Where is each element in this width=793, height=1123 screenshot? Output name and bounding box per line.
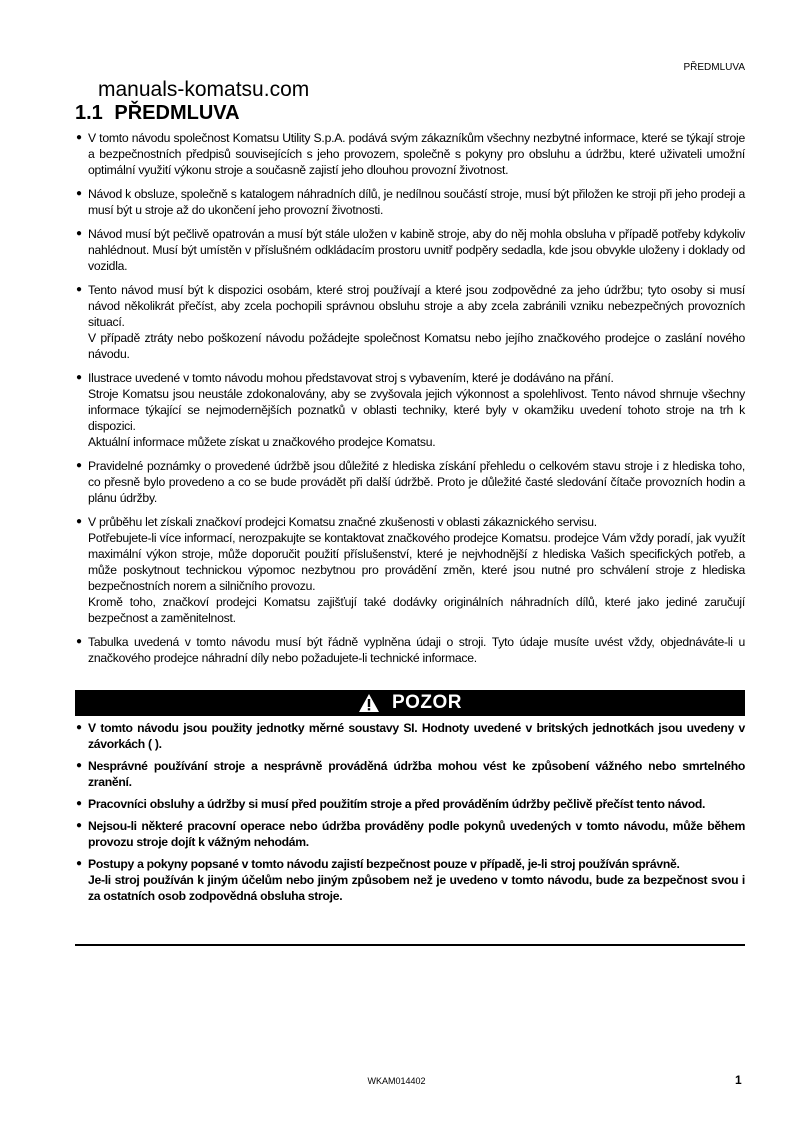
list-item — [75, 514, 745, 626]
paragraph: Návod k obsluze, společně s katalogem náhradních dílů, je nedílnou součástí stroje, musí být přiložen ke stroji při jeho prodeji a musí být u stroje až do ukončení jeho provozní životnosti. — [88, 187, 745, 217]
paragraph: Nejsou-li některé pracovní operace nebo údržba prováděny podle pokynů uvedených v tomto návodu, může během provozu stroje dojít k vážným nehodám. — [88, 819, 745, 849]
paragraph: Pracovníci obsluhy a údržby si musí před použitím stroje a před prováděním údržby pečlivě přečíst tento návod. — [88, 797, 706, 811]
paragraph: Tento návod musí být k dispozici osobám, které stroj používají a které jsou zodpovědné za jeho údržbu; tyto osoby si musí návod několikrát přečíst, aby zcela pochopili správnou obsluhu stroje a aby zcela zabránili vzniku nebezpečných provozních situací. — [88, 283, 745, 329]
bullet-icon: ● — [76, 760, 82, 771]
list-item — [75, 796, 745, 812]
paragraph: Potřebujete-li více informací, nerozpakujte se kontaktovat značkového prodejce Komatsu. prodejce Vám vždy poradí, jak využít maximální výkon stroje, může doporučit použití příslušenství, které je nejvhodnější z hlediska Vašich specifických potřeb, a může poskytnout technickou výpomoc nezbytnou pro provádění změn, které jsou nutné pro schválení stroje z hlediska bezpečnostních norem a silničního provozu. — [88, 531, 745, 593]
paragraph: V případě ztráty nebo poškození návodu požádejte společnost Komatsu nebo jejího značkového prodejce o zaslání nového návodu. — [88, 331, 745, 361]
section-number: 1.1 — [75, 102, 103, 124]
section-title — [75, 101, 240, 125]
list-item — [75, 818, 745, 850]
bullet-icon: ● — [76, 460, 82, 471]
foreword-list — [75, 130, 745, 674]
list-item — [75, 634, 745, 666]
warning-triangle-icon — [358, 693, 380, 713]
bullet-icon: ● — [76, 284, 82, 295]
paragraph: Návod musí být pečlivě opatrován a musí být stále uložen v kabině stroje, aby do něj mohla obsluha v případě potřeby kdykoliv nahlédnout. Musí být umístěn v příslušném odkládacím prostoru uvnitř podpěry sedadla, kde jsou obvykle uloženy i doklady od vozidla. — [88, 227, 745, 273]
paragraph: V průběhu let získali značkoví prodejci Komatsu značné zkušenosti v oblasti zákaznického servisu. — [88, 515, 597, 529]
paragraph: Postupy a pokyny popsané v tomto návodu zajistí bezpečnost pouze v případě, je-li stroj používán správně. — [88, 857, 680, 871]
list-item — [75, 458, 745, 506]
paragraph: V tomto návodu jsou použity jednotky měrné soustavy SI. Hodnoty uvedené v britských jednotkách jsou uvedeny v závorkách ( ). — [88, 721, 745, 751]
list-item — [75, 186, 745, 218]
paragraph: Tabulka uvedená v tomto návodu musí být řádně vyplněna údaji o stroji. Tyto údaje musíte uvést vždy, objednáváte-li u značkového prodejce náhradní díly nebo požadujete-li technické informace. — [88, 635, 745, 665]
bullet-icon: ● — [76, 820, 82, 831]
list-item — [75, 130, 745, 178]
bullet-icon: ● — [76, 372, 82, 383]
warning-banner — [75, 690, 745, 716]
list-item — [75, 758, 745, 790]
section-heading: PŘEDMLUVA — [114, 102, 240, 124]
bullet-icon: ● — [76, 188, 82, 199]
paragraph: Stroje Komatsu jsou neustále zdokonalovány, aby se zvyšovala jejich výkonnost a spolehlivost. Tento návod shrnuje všechny informace týkající se nejmodernějších poznatků v oblasti techniky, které byly v okamžiku uvedení tohoto stroje na trh k dispozici. — [88, 387, 745, 433]
bullet-icon: ● — [76, 798, 82, 809]
paragraph: Pravidelné poznámky o provedené údržbě jsou důležité z hlediska získání přehledu o celkovém stavu stroje i z hlediska toho, co přesně bylo provedeno a co se bude provádět při další údržbě. Proto je důležité časté sledování čítače provozních hodin a plánu údržby. — [88, 459, 745, 505]
running-header: PŘEDMLUVA — [683, 62, 745, 73]
document-code: WKAM014402 — [367, 1076, 426, 1086]
paragraph: Kromě toho, značkoví prodejci Komatsu zajišťují také dodávky originálních náhradních dílů, které jako jediné zaručují bezpečnost a zaměnitelnost. — [88, 595, 745, 625]
bullet-icon: ● — [76, 858, 82, 869]
list-item — [75, 856, 745, 904]
bullet-icon: ● — [76, 722, 82, 733]
paragraph: Ilustrace uvedené v tomto návodu mohou představovat stroj s vybavením, které je dodáváno na přání. — [88, 371, 614, 385]
warning-label: POZOR — [391, 692, 463, 713]
list-item — [75, 226, 745, 274]
bullet-icon: ● — [76, 132, 82, 143]
paragraph: Nesprávné používání stroje a nesprávně prováděná údržba mohou vést ke způsobení vážného nebo smrtelného zranění. — [88, 759, 745, 789]
list-item — [75, 282, 745, 362]
paragraph: Aktuální informace můžete získat u značkového prodejce Komatsu. — [88, 435, 436, 449]
divider — [75, 944, 745, 946]
warning-list — [75, 720, 745, 910]
bullet-icon: ● — [76, 228, 82, 239]
paragraph: V tomto návodu společnost Komatsu Utility S.p.A. podává svým zákazníkům všechny nezbytné informace, které se týkají stroje a bezpečnostních předpisů souvisejících s jeho provozem, společně s pokyny pro obsluhu a údržbu, které uživateli umožní optimální využití výkonu stroje a současně zajistí jeho dlouhou provozní životnost. — [88, 131, 745, 177]
bullet-icon: ● — [76, 636, 82, 647]
page-number: 1 — [735, 1073, 742, 1087]
list-item — [75, 370, 745, 450]
bullet-icon: ● — [76, 516, 82, 527]
watermark: manuals-komatsu.com — [98, 78, 310, 101]
list-item — [75, 720, 745, 752]
paragraph: Je-li stroj používán k jiným účelům nebo jiným způsobem než je uvedeno v tomto návodu, bude za bezpečnost svou i za ostatních osob zodpovědná obsluha stroje. — [88, 873, 745, 903]
